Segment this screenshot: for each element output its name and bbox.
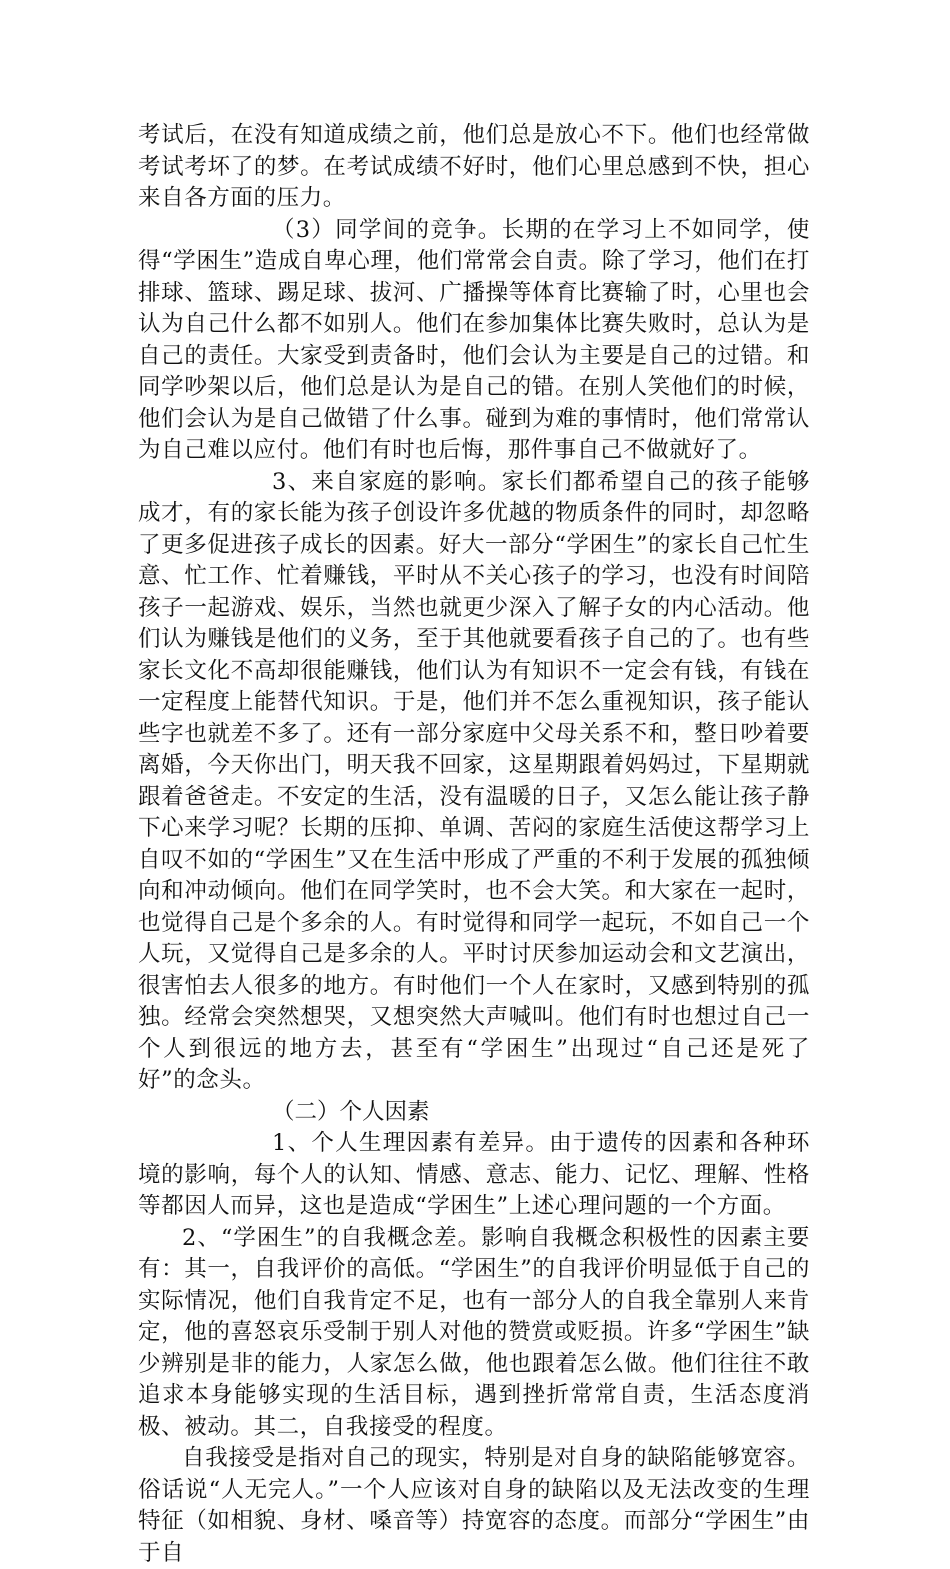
section-heading-personal-factors: （二）个人因素 [272,1098,430,1125]
paragraph-self-acceptance: 自我接受是指对自己的现实，特别是对自身的缺陷能够宽容。俗话说“人无完人。”一个人应该对自身的缺陷以及无法改变的生理特征（如相貌、身材、嗓音等）持宽容的态度。而部分“学困生”由于自 [138,1445,810,1566]
paragraph-exam-anxiety: 考试后，在没有知道成绩之前，他们总是放心不下。他们也经常做考试考坏了的梦。在考试成绩不好时，他们心里总感到不快，担心来自各方面的压力。 [138,122,810,211]
paragraph-peer-competition: （3）同学间的竞争。长期的在学习上不如同学，使得“学困生”造成自卑心理，他们常常会自责。除了学习，他们在打排球、篮球、踢足球、拔河、广播操等体育比赛输了时，心里也会认为自己什么都不如别人。他们在参加集体比赛失败时，总认为是自己的责任。大家受到责备时，他们会认为主要是自己的过错。和同学吵架以后，他们总是认为是自己的错。在别人笑他们的时候，他们会认为是自己做错了什么事。碰到为难的事情时，他们常常认为自己难以应付。他们有时也后悔，那件事自己不做就好了。 [138,216,810,463]
document-page [138,120,810,1569]
paragraph-physiological-differences: 1、个人生理因素有差异。由于遗传的因素和各种环境的影响，每个人的认知、情感、意志、能力、记忆、理解、性格等都因人而异，这也是造成“学困生”上述心理问题的一个方面。 [138,1130,810,1219]
paragraph-self-concept: 2、“学困生”的自我概念差。影响自我概念积极性的因素主要有：其一，自我评价的高低。“学困生”的自我评价明显低于自己的实际情况，他们自我肯定不足，也有一部分人的自我全靠别人来肯定，他的喜怒哀乐受制于别人对他的赞赏或贬损。许多“学困生”缺少辨别是非的能力，人家怎么做，他也跟着怎么做。他们往往不敢追求本身能够实现的生活目标，遇到挫折常常自责，生活态度消极、被动。其二，自我接受的程度。 [138,1224,810,1440]
paragraph-family-influence: 3、来自家庭的影响。家长们都希望自己的孩子能够成才，有的家长能为孩子创设许多优越的物质条件的同时，却忽略了更多促进孩子成长的因素。好大一部分“学困生”的家长自己忙生意、忙工作、忙着赚钱，平时从不关心孩子的学习，也没有时间陪孩子一起游戏、娱乐，当然也就更少深入了解子女的内心活动。他们认为赚钱是他们的义务，至于其他就要看孩子自己的了。也有些家长文化不高却很能赚钱，他们认为有知识不一定会有钱，有钱在一定程度上能替代知识。于是，他们并不怎么重视知识，孩子能认些字也就差不多了。还有一部分家庭中父母关系不和，整日吵着要离婚，今天你出门，明天我不回家，这星期跟着妈妈过，下星期就跟着爸爸走。不安定的生活，没有温暖的日子，又怎么能让孩子静下心来学习呢？长期的压抑、单调、苦闷的家庭生活使这帮学习上自叹不如的“学困生”又在生活中形成了严重的不利于发展的孤独倾向和冲动倾向。他们在同学笑时，也不会大笑。和大家在一起时，也觉得自己是个多余的人。有时觉得和同学一起玩，不如自己一个人玩，又觉得自己是多余的人。平时讨厌参加运动会和文艺演出，很害怕去人很多的地方。有时他们一个人在家时，又感到特别的孤独。经常会突然想哭，又想突然大声喊叫。他们有时也想过自己一个人到很远的地方去，甚至有“学困生”出现过“自己还是死了好”的念头。 [138,468,810,1093]
